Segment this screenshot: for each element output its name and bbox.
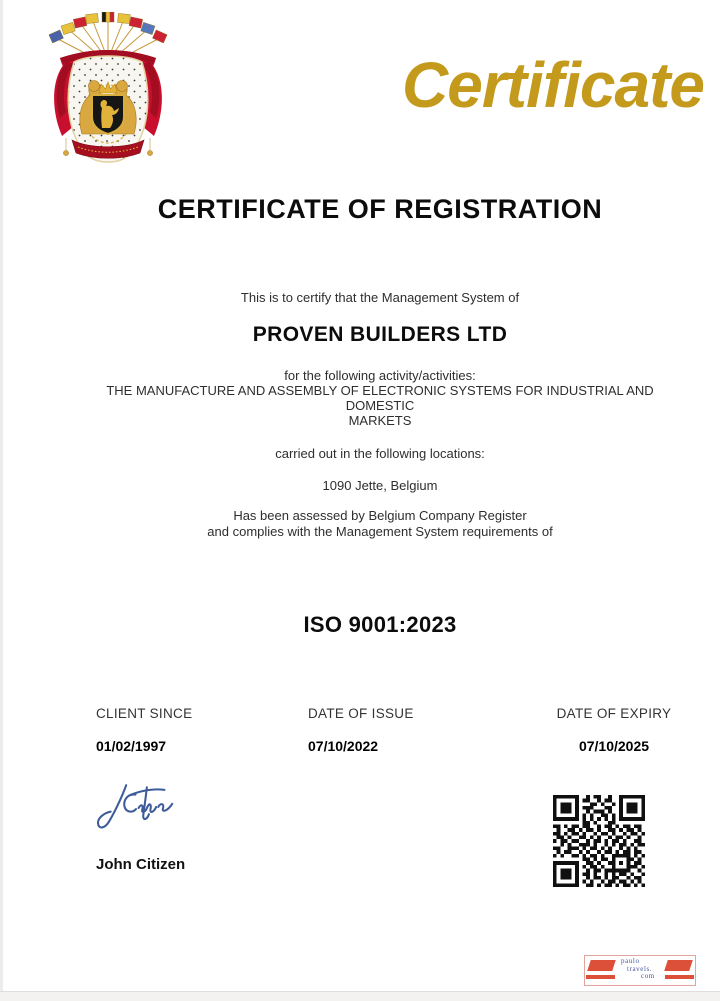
date-of-expiry-value: 07/10/2025 bbox=[578, 738, 650, 754]
assessed-line: Has been assessed by Belgium Company Register bbox=[233, 508, 527, 523]
date-of-issue-column bbox=[308, 706, 508, 754]
signature-icon bbox=[92, 779, 180, 837]
iso-standard: ISO 9001:2023 bbox=[303, 612, 457, 637]
signatory-name: John Citizen bbox=[96, 856, 186, 873]
logo-text-line: com bbox=[641, 972, 655, 980]
certificate-script-title: Certificate bbox=[402, 49, 704, 121]
date-of-issue-value: 07/10/2022 bbox=[308, 738, 379, 754]
client-since-label: CLIENT SINCE bbox=[96, 706, 193, 721]
activity-section bbox=[50, 368, 710, 428]
locations-intro: carried out in the following locations: bbox=[275, 446, 485, 461]
logo-text bbox=[615, 958, 671, 981]
activity-intro: for the following activity/activities: bbox=[284, 368, 476, 383]
logo-parallelogram-left bbox=[587, 960, 616, 971]
date-of-expiry-label: DATE OF EXPIRY bbox=[556, 706, 672, 721]
date-of-expiry-column bbox=[534, 706, 694, 754]
logo-bar-left bbox=[586, 975, 615, 979]
date-of-issue-label: DATE OF ISSUE bbox=[308, 706, 414, 721]
activity-line: THE MANUFACTURE AND ASSEMBLY OF ELECTRONIC SYSTEMS FOR INDUSTRIAL AND bbox=[106, 383, 654, 398]
certify-statement: This is to certify that the Management System of bbox=[240, 290, 520, 305]
page-edge-left bbox=[0, 0, 3, 1000]
logo-text-line: paulo bbox=[621, 957, 640, 965]
assessed-line: and complies with the Management System requirements of bbox=[207, 523, 553, 539]
client-since-value: 01/02/1997 bbox=[96, 738, 167, 754]
belgium-coat-of-arms-icon bbox=[44, 12, 172, 172]
activity-line: MARKETS bbox=[348, 413, 412, 428]
company-name: PROVEN BUILDERS LTD bbox=[252, 323, 508, 346]
logo-text-line: travels. bbox=[627, 964, 653, 973]
client-since-column bbox=[96, 706, 296, 754]
location-value: 1090 Jette, Belgium bbox=[322, 478, 438, 493]
activity-line: DOMESTIC bbox=[345, 398, 415, 413]
paulo-travels-logo bbox=[584, 955, 696, 986]
qr-code bbox=[553, 795, 645, 887]
assessment-section bbox=[50, 508, 710, 539]
page-title: CERTIFICATE OF REGISTRATION bbox=[157, 194, 603, 224]
